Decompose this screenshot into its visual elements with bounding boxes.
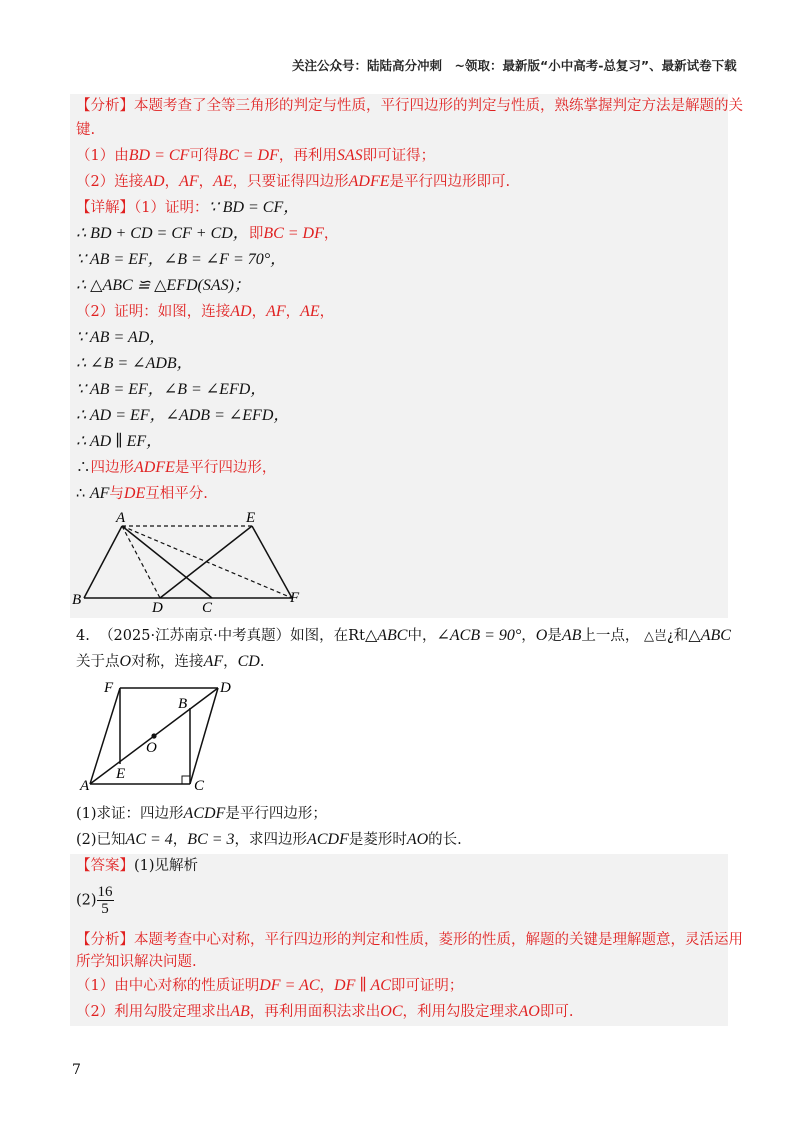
page-header: 关注公众号：陆陆高分冲刺 ~领取：最新版“小中高考-总复习”、最新试卷下载 — [292, 58, 737, 73]
question-4-line-2: 关于点O对称，连接AF，CD. — [76, 653, 265, 670]
analysis-tag: 【分析】 — [76, 98, 134, 114]
fig1-label-B: B — [72, 592, 82, 608]
fig2-label-F: F — [104, 680, 114, 696]
fig1-label-C: C — [202, 600, 213, 616]
detail-line-1: 【详解】（1）证明：∵ BD = CF， — [76, 199, 300, 216]
page-number: 7 — [72, 1062, 81, 1078]
detail-line-12: ∴ AF与DE互相平分. — [76, 485, 208, 502]
analysis-point-2: （2）连接AD，AF，AE，只要证得四边形ADFE是平行四边形即可. — [76, 173, 511, 190]
figure-2-parallelogram — [72, 676, 242, 796]
detail-line-2: ∴ BD + CD = CF + CD，即BC = DF， — [76, 225, 339, 242]
detail-line-5: （2）证明：如图，连接AD，AF，AE， — [76, 303, 335, 320]
analysis2-line-1: 【分析】本题考查中心对称，平行四边形的判定和性质，菱形的性质，解题的关键是理解题意，灵活运用 — [76, 932, 743, 948]
fig1-label-D: D — [152, 600, 163, 616]
detail-line-11: ∴四边形ADFE是平行四边形， — [76, 459, 277, 476]
detail-line-10: ∴ AD ∥ EF， — [76, 433, 163, 450]
answer-line-2: (2) $\frac{16}{5}$ — [76, 884, 113, 917]
fig1-label-F: F — [290, 590, 300, 606]
analysis2-line-2: 所学知识解决问题. — [76, 954, 197, 970]
analysis-text: 本题考查了全等三角形的判定与性质，平行四边形的判定与性质，熟练掌握判定方法是解题的关 — [134, 98, 743, 114]
detail-line-8: ∵ AB = EF，∠B = ∠EFD， — [76, 381, 267, 398]
question-4-part-2: (2)已知AC = 4，BC = 3，求四边形ACDF是菱形时AO的长. — [76, 831, 462, 848]
analysis-line-1 — [76, 96, 743, 116]
fig1-label-E: E — [246, 510, 256, 526]
detail-line-4: ∴ △ABC ≌ △EFD(SAS)； — [76, 277, 250, 294]
answer-line-1: 【答案】(1)见解析 — [76, 858, 199, 874]
answer-fraction: $\frac{16}{5}$ — [97, 884, 113, 917]
analysis2-point-2: （2）利用勾股定理求出AB，再利用面积法求出OC，利用勾股定理求AO即可. — [76, 1003, 574, 1020]
analysis-line-2: 键. — [76, 122, 96, 138]
fig2-label-D: D — [220, 680, 231, 696]
analysis2-point-1: （1）由中心对称的性质证明DF = AC，DF ∥ AC即可证明； — [76, 977, 464, 994]
detail-line-9: ∴ AD = EF，∠ADB = ∠EFD， — [76, 407, 290, 424]
fig2-label-E: E — [116, 766, 126, 782]
fig2-label-O: O — [146, 740, 157, 756]
fig2-label-B: B — [178, 696, 188, 712]
fig1-label-A: A — [116, 510, 126, 526]
question-4-part-1: (1)求证：四边形ACDF是平行四边形； — [76, 805, 327, 822]
detail-line-7: ∴ ∠B = ∠ADB， — [76, 355, 193, 372]
analysis-point-1: （1）由BD = CF可得BC = DF，再利用SAS即可证得； — [76, 147, 436, 164]
figure-1-trapezoid — [66, 508, 316, 616]
detail-line-6: ∵ AB = AD， — [76, 329, 166, 346]
question-4-line-1: 4. （2025·江苏南京·中考真题）如图，在Rt△ABC中，∠ACB = 90°，O是AB上一点， △岂¿和△ABC — [76, 627, 731, 644]
fig2-label-C: C — [194, 778, 205, 794]
detail-line-3: ∵ AB = EF，∠B = ∠F = 70°， — [76, 251, 287, 268]
fig2-label-A: A — [80, 778, 90, 794]
